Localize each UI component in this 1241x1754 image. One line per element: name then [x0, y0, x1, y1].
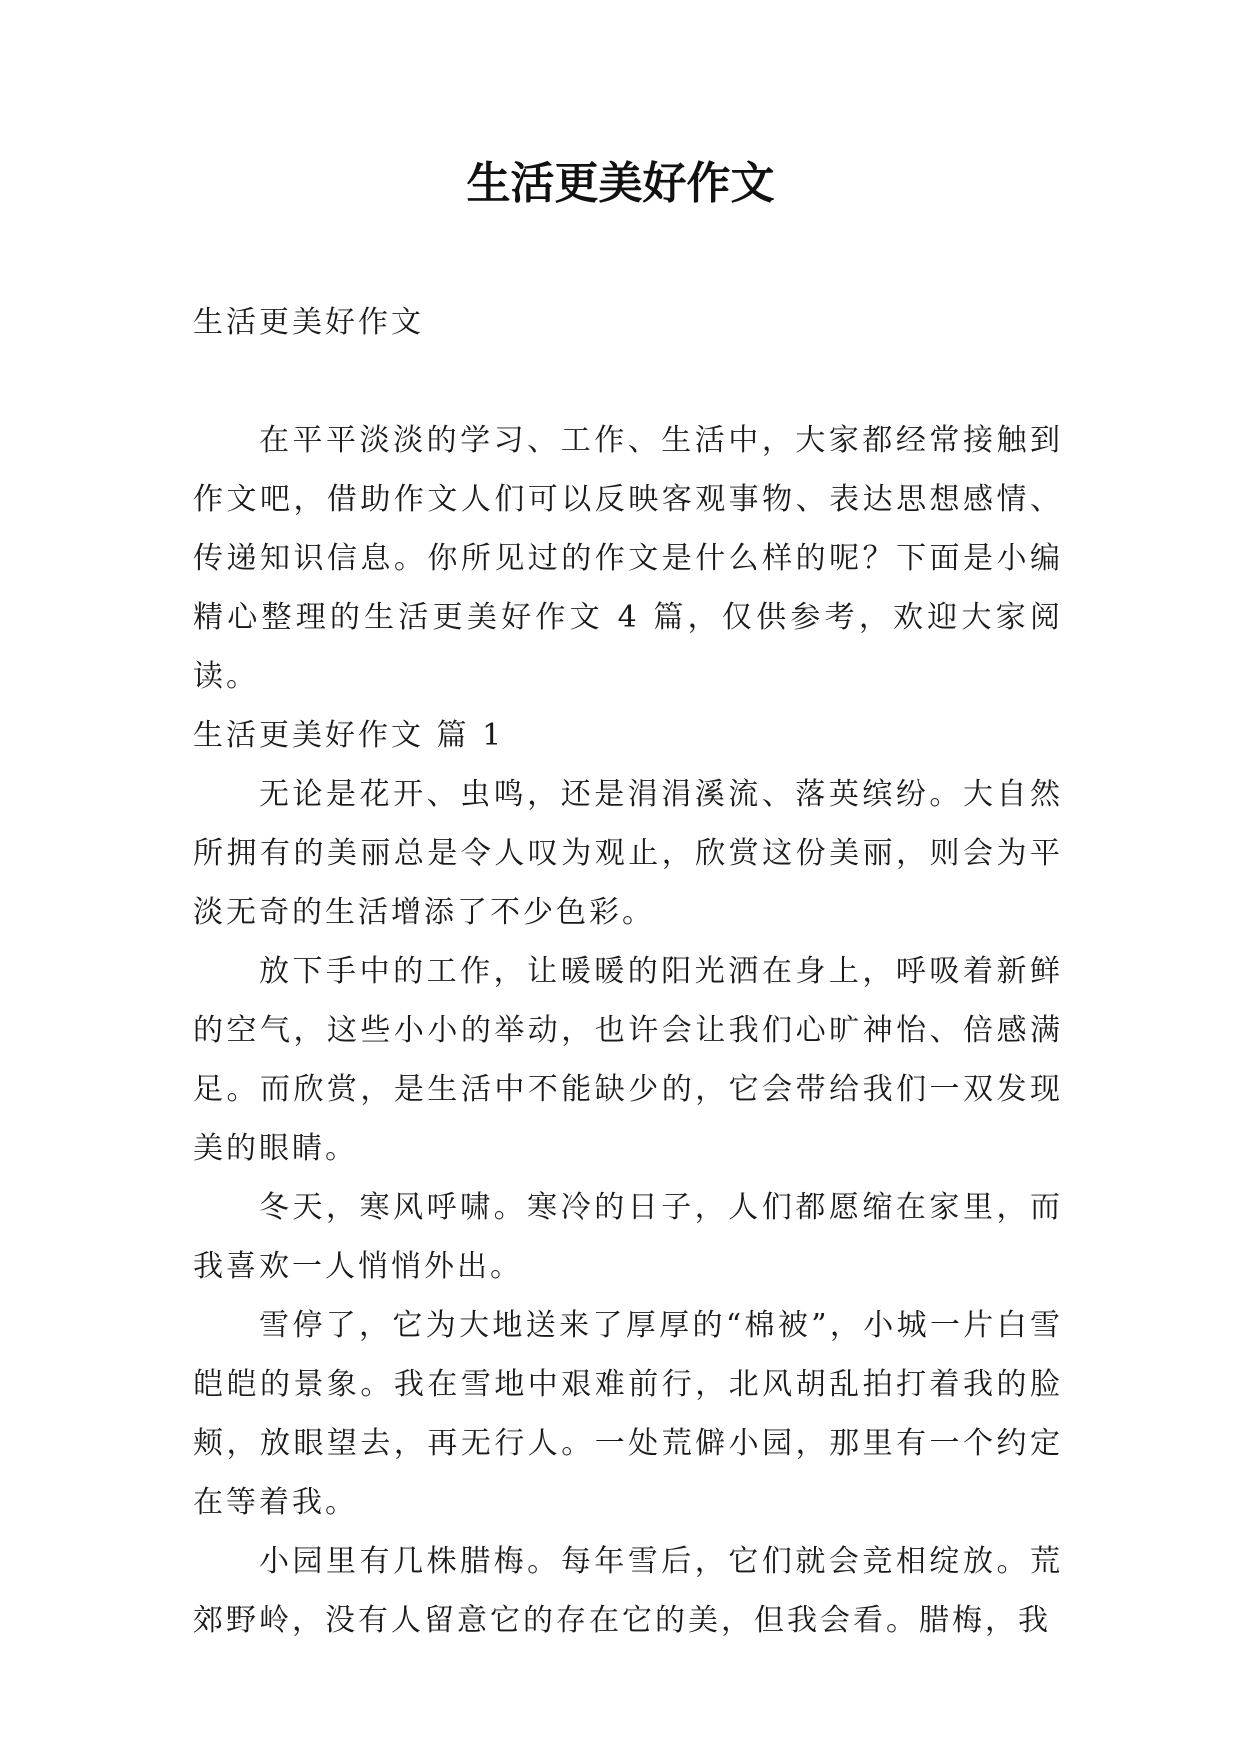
body-paragraph: 雪停了，它为大地送来了厚厚的“棉被”，小城一片白雪皑皑的景象。我在雪地中艰难前行，北风胡乱拍打着我的脸颊，放眼望去，再无行人。一处荒僻小园，那里有一个约定在等着我。: [193, 1308, 1063, 1520]
document-title: 生活更美好作文: [466, 158, 775, 209]
document-body: [193, 293, 1063, 1650]
intro-paragraph: 在平平淡淡的学习、工作、生活中，大家都经常接触到作文吧，借助作文人们可以反映客观事物、表达思想感情、传递知识信息。你所见过的作文是什么样的呢？下面是小编精心整理的生活更美好作文 4 篇，仅供参考，欢迎大家阅读。: [193, 423, 1063, 694]
section-heading: 生活更美好作文 篇 1: [193, 718, 505, 753]
body-paragraph: 放下手中的工作，让暖暖的阳光洒在身上，呼吸着新鲜的空气，这些小小的举动，也许会让我们心旷神怡、倍感满足。而欣赏，是生活中不能缺少的，它会带给我们一双发现美的眼睛。: [193, 954, 1063, 1166]
body-paragraph: 无论是花开、虫鸣，还是涓涓溪流、落英缤纷。大自然所拥有的美丽总是令人叹为观止，欣赏这份美丽，则会为平淡无奇的生活增添了不少色彩。: [193, 777, 1063, 930]
blank-line: [193, 352, 1063, 411]
body-paragraph: 冬天，寒风呼啸。寒冷的日子，人们都愿缩在家里，而我喜欢一人悄悄外出。: [193, 1190, 1063, 1284]
body-paragraph: 小园里有几株腊梅。每年雪后，它们就会竞相绽放。荒郊野岭，没有人留意它的存在它的美，但我会看。腊梅，我: [193, 1544, 1063, 1638]
document-subtitle: 生活更美好作文: [193, 305, 424, 340]
